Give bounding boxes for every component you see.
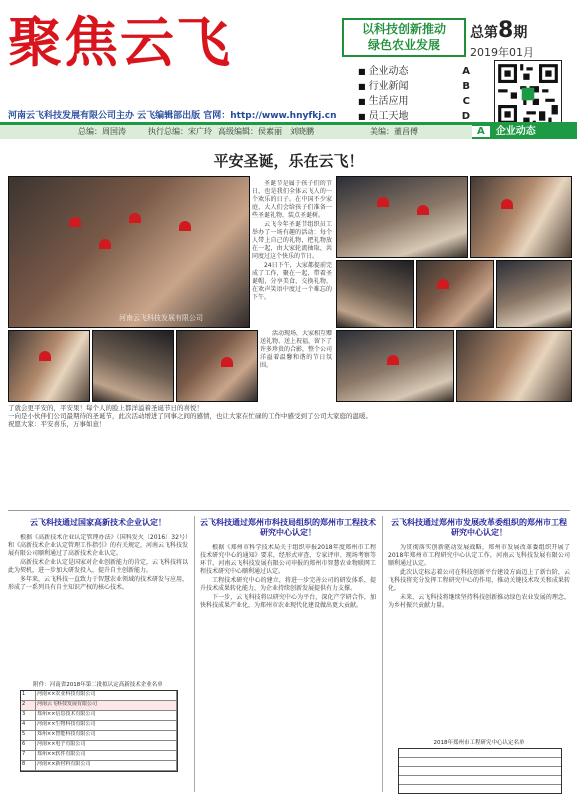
- article-paragraph: 此次认定标志着公司在科技创新平台建设方面迈上了新台阶，云飞科技将充分发挥工程研究中心的作用，推动关键技术攻关和成果转化。: [388, 569, 570, 592]
- feature-caption: [8, 404, 570, 506]
- table-cell: 3: [21, 711, 36, 720]
- feature-photo-3: [470, 176, 572, 258]
- organizer-line: 河南云飞科技发展有限公司主办 云飞编辑部出版 官网：http://www.hnyfkj.cn: [8, 111, 337, 121]
- staff-designer: 美编：董昌傅: [370, 127, 418, 136]
- table-row: [21, 711, 177, 721]
- table-cell: 河南××电子有限公司: [36, 741, 177, 750]
- table-cell: 8: [21, 761, 36, 770]
- feature-body-col1: [252, 180, 332, 320]
- feature-paragraph: 活动现场，大家相互赠送礼物、送上祝福，留下了许多珍贵的合影，整个公司洋溢着温馨和谐的节日氛围。: [260, 330, 332, 369]
- menu-letter: B: [462, 81, 470, 92]
- table-cell: 2: [21, 701, 36, 710]
- slogan-line1: 以科技创新推动: [361, 22, 446, 36]
- article-paragraph: 未来，云飞科技将继续坚持科技创新推动绿色农业发展的理念，为乡村振兴贡献力量。: [388, 594, 570, 609]
- article-body-eng-center: [388, 544, 570, 734]
- section-menu: [358, 64, 470, 124]
- feature-photo-4: [336, 260, 414, 328]
- caption-line: 祝愿大家：平安喜乐，万事如意！: [8, 420, 106, 428]
- issue-date: 2019年01月: [470, 46, 534, 59]
- section-letter: A: [472, 126, 490, 137]
- article-paragraph: 工程技术研究中心的建立，将进一步完善公司的研发体系，提升技术成果转化能力，为企业持续创新发展提供有力支撑。: [200, 577, 376, 592]
- feature-paragraph: 云飞今年圣诞节组织员工举办了一场有趣的活动：每个人带上自己的礼物，把礼物放在一起，由大家轮流抽取，共同度过这个快乐的节日。: [252, 221, 332, 260]
- section-name: 企业动态: [495, 126, 536, 137]
- eng-center-list-table: [398, 748, 562, 794]
- table-caption-hitech: 附件：河南省2018年第二批拟认定高新技术企业名单: [33, 682, 163, 688]
- table-cell: 郑州××智能科技有限公司: [36, 731, 177, 740]
- feature-paragraph: 24日下午，大家都提前完成了工作，聚在一起，带着圣诞帽，分享美食、交换礼物，在欢声笑语中度过一个难忘的下午。: [252, 262, 332, 301]
- menu-label: ■ 企业动态: [358, 64, 409, 79]
- table-row-highlighted: [21, 701, 177, 711]
- feature-photo-10: [336, 330, 454, 402]
- staff-editor: 总编：周国涛: [78, 127, 126, 136]
- feature-body-col2: [260, 330, 332, 400]
- staff-exec-editor: 执行总编：宋广玲: [148, 127, 212, 136]
- table-cell: 4: [21, 721, 36, 730]
- table-cell: 河南××农业科技有限公司: [36, 691, 177, 700]
- menu-item-industry[interactable]: [358, 79, 470, 94]
- table-row: [21, 731, 177, 741]
- menu-label: ■ 行业新闻: [358, 79, 409, 94]
- feature-photo-11: [456, 330, 572, 402]
- article-title-hitech: 云飞科技通过国家高新技术企业认定！: [30, 518, 166, 527]
- article-paragraph: 根据《高新技术企业认定管理办法》（国科发火〔2016〕32号）和《高新技术企业认定管理工作指引》的有关规定，河南云飞科技发展有限公司顺利通过了高新技术企业认定。: [8, 534, 188, 557]
- table-cell: 1: [21, 691, 36, 700]
- table-row: [21, 761, 177, 771]
- table-cell: 河南××新材料有限公司: [36, 761, 177, 770]
- table-cell: 河南云飞科技发展有限公司: [36, 701, 177, 710]
- staff-senior-editor: 高级编辑：侯素丽: [218, 127, 282, 136]
- article-paragraph: 为贯彻落实创新驱动发展战略，郑州市发展改革委组织开展了2018年郑州市工程研究中心认定工作，河南云飞科技发展有限公司顺利通过认定。: [388, 544, 570, 567]
- menu-label: ■ 生活应用: [358, 94, 409, 109]
- table-cell: 6: [21, 741, 36, 750]
- slogan-line2: 绿色农业发展: [367, 38, 440, 52]
- qr-code-icon: [494, 60, 562, 128]
- menu-label: ■ 员工天地: [358, 109, 409, 124]
- photo-watermark: 河南云飞科技发展有限公司: [119, 314, 203, 322]
- slogan-box: [342, 18, 466, 57]
- feature-photo-2: [336, 176, 468, 258]
- table-row: [21, 741, 177, 751]
- article-paragraph: 下一步，云飞科技将以研究中心为平台，深化产学研合作，加快科技成果产业化，为郑州市农业现代化建设做出更大贡献。: [200, 594, 376, 609]
- article-paragraph: 多年来，云飞科技一直致力于智慧农业领域的技术研发与应用，形成了一系列具有自主知识产权的核心技术。: [8, 576, 188, 591]
- table-row: [21, 691, 177, 701]
- issue-num: 8: [498, 18, 514, 43]
- table-caption-eng-center: 2018年郑州市工程研究中心认定名单: [433, 740, 525, 746]
- issue-number: [470, 18, 527, 43]
- table-row: [21, 721, 177, 731]
- section-tag: [472, 125, 577, 139]
- staff-editor-2: 刘晓鹏: [290, 127, 314, 136]
- caption-line: 了就会更平安的，平安果！每个人的脸上都洋溢着圣诞节日的喜悦！: [8, 404, 203, 412]
- article-paragraph: 高新技术企业认定是国家对企业创新能力的肯定，云飞科技将以此为契机，进一步加大研发投入，提升自主创新能力。: [8, 559, 188, 574]
- feature-photo-7: [8, 330, 90, 402]
- section-divider: [8, 510, 570, 511]
- article-body-tech-center: [200, 544, 376, 794]
- table-cell: 河南××生物科技有限公司: [36, 721, 177, 730]
- table-cell: 郑州××信息技术有限公司: [36, 711, 177, 720]
- table-cell: 郑州××软件有限公司: [36, 751, 177, 760]
- feature-photo-6: [496, 260, 572, 328]
- menu-letter: D: [461, 111, 470, 122]
- newspaper-title: 聚焦云飞: [8, 10, 232, 74]
- article-body-hitech: [8, 534, 188, 676]
- feature-photo-main: [8, 176, 250, 328]
- table-row: [21, 751, 177, 761]
- issue-suffix: 期: [513, 25, 528, 41]
- article-paragraph: 根据《郑州市科学技术局关于组织申报2018年度郑州市工程技术研究中心的通知》要求，经形式审查、专家评审、现场考察等环节，河南云飞科技发展有限公司申报的郑州市智慧农业物联网工程技术研究中心顺利通过认定。: [200, 544, 376, 575]
- feature-photo-9: [176, 330, 258, 402]
- column-divider: [382, 516, 383, 792]
- feature-paragraph: 圣诞节是属于孩子们的节日，也是我们全体云飞人的一个欢乐的日子。在中国不少家庭，大人们会给孩子们准备一些圣诞礼物，装点圣诞树。: [252, 180, 332, 219]
- table-cell: 5: [21, 731, 36, 740]
- menu-letter: C: [462, 96, 470, 107]
- caption-line: 一向是小伙伴们公司最期待的圣诞节，此次活动增进了同事之间的感情，也让大家在忙碌的工作中感受到了公司大家庭的温暖。: [8, 412, 372, 420]
- article-title-eng-center: 云飞科技通过郑州市发展改革委组织的郑州市工程研究中心认定！: [391, 518, 567, 537]
- issue-prefix: 总第: [470, 25, 498, 41]
- column-divider: [194, 516, 195, 792]
- feature-photo-5: [416, 260, 494, 328]
- article-title-tech-center: 云飞科技通过郑州市科技局组织的郑州市工程技术研究中心认定！: [200, 518, 376, 537]
- menu-item-enterprise[interactable]: [358, 64, 470, 79]
- feature-photo-8: [92, 330, 174, 402]
- table-cell: 7: [21, 751, 36, 760]
- feature-headline: 平安圣诞，乐在云飞！: [213, 152, 364, 170]
- menu-item-life[interactable]: [358, 94, 470, 109]
- menu-letter: A: [462, 66, 470, 77]
- hitech-list-table: [20, 690, 178, 772]
